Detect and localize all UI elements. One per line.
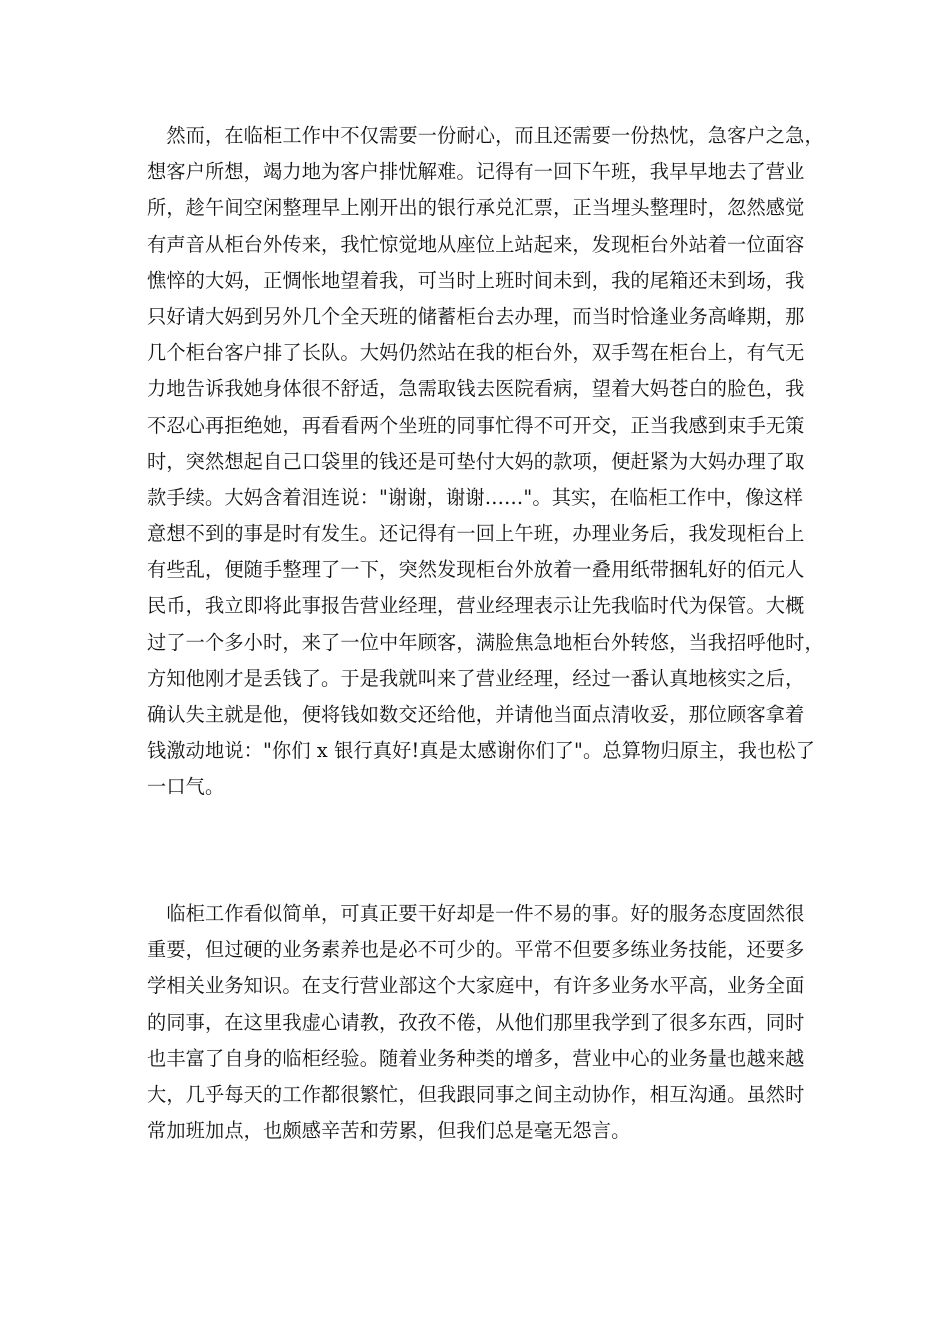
paragraph-2 bbox=[147, 896, 815, 1149]
text-line: 不忍心再拒绝她，再看看两个坐班的同事忙得不可开交，正当我感到束手无策 bbox=[147, 413, 805, 437]
text-line: 的同事，在这里我虚心请教，孜孜不倦，从他们那里我学到了很多东西，同时 bbox=[147, 1010, 805, 1034]
text-line: 民币，我立即将此事报告营业经理，营业经理表示让先我临时代为保管。大概 bbox=[147, 594, 805, 618]
text-line: 憔悴的大妈，正惆怅地望着我，可当时上班时间未到，我的尾箱还未到场，我 bbox=[147, 268, 805, 292]
text-line: 确认失主就是他，便将钱如数交还给他，并请他当面点清收妥，那位顾客拿着 bbox=[147, 703, 805, 726]
text-line: 方知他刚才是丢钱了。于是我就叫来了营业经理，经过一番认真地核实之后， bbox=[147, 666, 805, 690]
text-line: 几个柜台客户排了长队。大妈仍然站在我的柜台外，双手驾在柜台上，有气无 bbox=[147, 341, 805, 365]
text-line: 时，突然想起自己口袋里的钱还是可垫付大妈的款项，便赶紧为大妈办理了取 bbox=[147, 449, 805, 473]
text-line: 临柜工作看似简单，可真正要干好却是一件不易的事。好的服务态度固然很 bbox=[147, 902, 805, 925]
text-line: 意想不到的事是时有发生。还记得有一回上午班，办理业务后，我发现柜台上 bbox=[147, 522, 805, 546]
text-line: 只好请大妈到另外几个全天班的储蓄柜台去办理，而当时恰逢业务高峰期，那 bbox=[147, 304, 805, 328]
text-line: 想客户所想，竭力地为客户排忧解难。记得有一回下午班，我早早地去了营业 bbox=[147, 160, 805, 184]
text-line: 也丰富了自身的临柜经验。随着业务种类的增多，营业中心的业务量也越来越 bbox=[147, 1046, 805, 1070]
text-line: 然而，在临柜工作中不仅需要一份耐心，而且还需要一份热忱，急客户之急， bbox=[147, 124, 824, 147]
text-line: 钱激动地说："你们 x 银行真好!真是太感谢你们了"。总算物归原主，我也松了 bbox=[147, 739, 816, 763]
text-line: 大，几乎每天的工作都很繁忙，但我跟同事之间主动协作，相互沟通。虽然时 bbox=[147, 1082, 805, 1106]
paragraph-1 bbox=[147, 118, 824, 806]
text-line: 所，趁午间空闲整理早上刚开出的银行承兑汇票，正当埋头整理时，忽然感觉 bbox=[147, 196, 805, 220]
text-line: 学相关业务知识。在支行营业部这个大家庭中，有许多业务水平高，业务全面 bbox=[147, 974, 805, 998]
text-line: 有些乱，便随手整理了一下，突然发现柜台外放着一叠用纸带捆轧好的佰元人 bbox=[147, 558, 805, 582]
text-line: 常加班加点，也颇感辛苦和劳累，但我们总是毫无怨言。 bbox=[147, 1119, 631, 1143]
text-line: 重要，但过硬的业务素养也是必不可少的。平常不但要多练业务技能，还要多 bbox=[147, 938, 805, 962]
text-line: 一口气。 bbox=[147, 775, 225, 799]
text-line: 款手续。大妈含着泪连说："谢谢，谢谢……"。其实，在临柜工作中，像这样 bbox=[147, 485, 804, 509]
text-line: 力地告诉我她身体很不舒适，急需取钱去医院看病，望着大妈苍白的脸色，我 bbox=[147, 377, 805, 401]
text-line: 有声音从柜台外传来，我忙惊觉地从座位上站起来，发现柜台外站着一位面容 bbox=[147, 232, 805, 256]
text-line: 过了一个多小时，来了一位中年顾客，满脸焦急地柜台外转悠，当我招呼他时， bbox=[147, 630, 824, 654]
